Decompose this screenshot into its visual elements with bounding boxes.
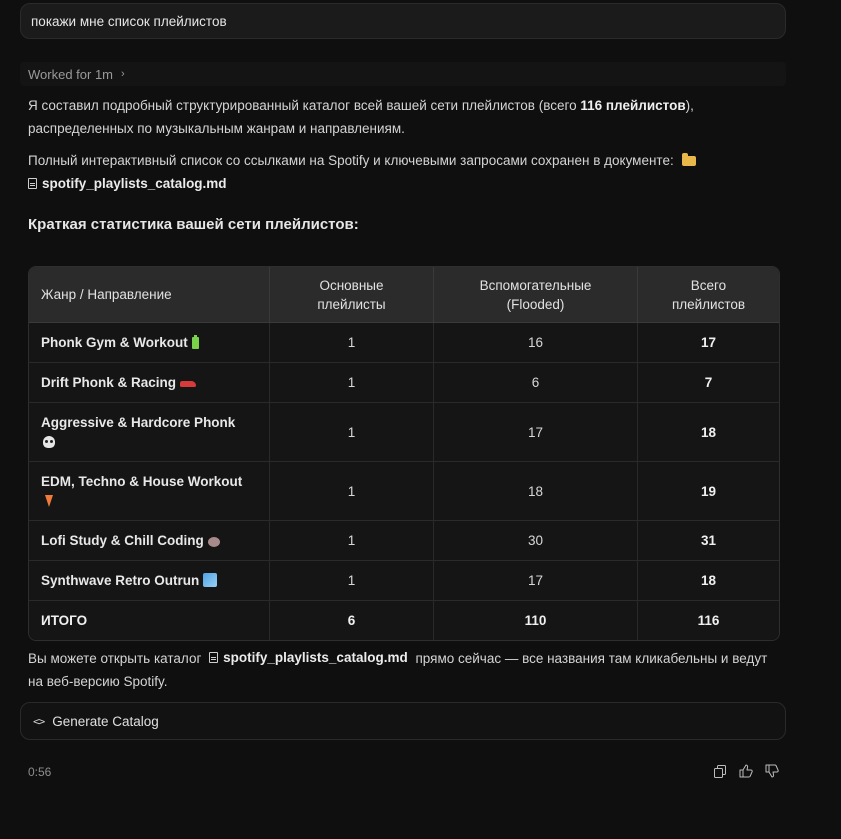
genre-cell: EDM, Techno & House Workout: [29, 462, 270, 521]
genre-cell: Aggressive & Hardcore Phonk: [29, 403, 270, 462]
table-total-row: [29, 601, 779, 640]
generate-catalog-button[interactable]: [20, 702, 786, 740]
aux-cell: 18: [434, 462, 638, 521]
file-link-label: spotify_playlists_catalog.md: [223, 650, 408, 665]
footer-text-after: прямо сейчас — все названия там кликабельны и ведут на веб-версию Spotify.: [28, 651, 768, 689]
document-icon: [209, 652, 218, 663]
intro-text-before: Я составил подробный структурированный каталог всей вашей сети плейлистов (всего: [28, 98, 581, 113]
total-cell: 18: [638, 403, 779, 462]
coffee-icon: [208, 537, 220, 547]
total-main-cell: 6: [270, 601, 434, 640]
worked-for-toggle[interactable]: [20, 62, 786, 86]
table-row: [29, 403, 779, 462]
header-main: Основные плейлисты: [270, 267, 434, 323]
document-paragraph-text: Полный интерактивный список со ссылками на Spotify и ключевыми запросами сохранен в документе:: [28, 153, 674, 168]
header-total: Всего плейлистов: [638, 267, 779, 323]
footer-paragraph: [28, 646, 768, 693]
skull-icon: [43, 436, 55, 448]
total-cell: 7: [638, 363, 779, 403]
folder-icon: [682, 156, 696, 166]
table-row: [29, 561, 779, 601]
header-genre: Жанр / Направление: [29, 267, 270, 323]
generate-catalog-label: Generate Catalog: [52, 713, 159, 729]
thumbs-up-icon[interactable]: [739, 764, 753, 778]
total-cell: 31: [638, 521, 779, 561]
stats-table: [28, 266, 780, 641]
file-link-catalog[interactable]: [28, 172, 227, 195]
table-row: [29, 521, 779, 561]
intro-paragraph: [28, 94, 768, 140]
lightning-icon: [45, 495, 53, 507]
user-prompt-text: покажи мне список плейлистов: [31, 13, 227, 29]
total-cell: 19: [638, 462, 779, 521]
genre-cell: Phonk Gym & Workout: [29, 323, 270, 363]
intro-bold: 116 плейлистов: [580, 98, 686, 113]
timestamp: 0:56: [28, 765, 52, 779]
table-row: [29, 462, 779, 521]
total-label-cell: ИТОГО: [29, 601, 270, 640]
footer-text-before: Вы можете открыть каталог: [28, 651, 202, 666]
aux-cell: 16: [434, 323, 638, 363]
genre-cell: Synthwave Retro Outrun: [29, 561, 270, 601]
main-cell: 1: [270, 323, 434, 363]
aux-cell: 6: [434, 363, 638, 403]
stats-heading: Краткая статистика вашей сети плейлистов:: [28, 216, 359, 233]
aux-cell: 30: [434, 521, 638, 561]
message-actions: [713, 764, 779, 778]
document-icon: [28, 178, 37, 189]
file-link-label: spotify_playlists_catalog.md: [42, 176, 227, 191]
file-link-catalog-footer[interactable]: [209, 646, 408, 669]
battery-icon: [192, 337, 199, 349]
total-aux-cell: 110: [434, 601, 638, 640]
genre-cell: Drift Phonk & Racing: [29, 363, 270, 403]
main-cell: 1: [270, 403, 434, 462]
copy-icon[interactable]: [713, 764, 727, 778]
total-cell: 17: [638, 323, 779, 363]
code-icon: <>: [33, 714, 45, 728]
table-row: [29, 323, 779, 363]
intro-text-after: ), распределенных по музыкальным жанрам и направлениям.: [28, 98, 694, 136]
main-cell: 1: [270, 462, 434, 521]
worked-for-label: Worked for 1m: [28, 66, 114, 82]
aux-cell: 17: [434, 403, 638, 462]
document-paragraph: [28, 149, 768, 196]
aux-cell: 17: [434, 561, 638, 601]
main-cell: 1: [270, 561, 434, 601]
chevron-right-icon: ›: [121, 68, 125, 80]
user-prompt-bubble: [20, 3, 786, 39]
table-row: [29, 363, 779, 403]
thumbs-down-icon[interactable]: [765, 764, 779, 778]
total-cell: 18: [638, 561, 779, 601]
main-cell: 1: [270, 521, 434, 561]
header-aux: Вспомогательные (Flooded): [434, 267, 638, 323]
main-cell: 1: [270, 363, 434, 403]
wave-icon: [203, 573, 217, 587]
genre-cell: Lofi Study & Chill Coding: [29, 521, 270, 561]
total-total-cell: 116: [638, 601, 779, 640]
race-car-icon: [180, 381, 196, 387]
